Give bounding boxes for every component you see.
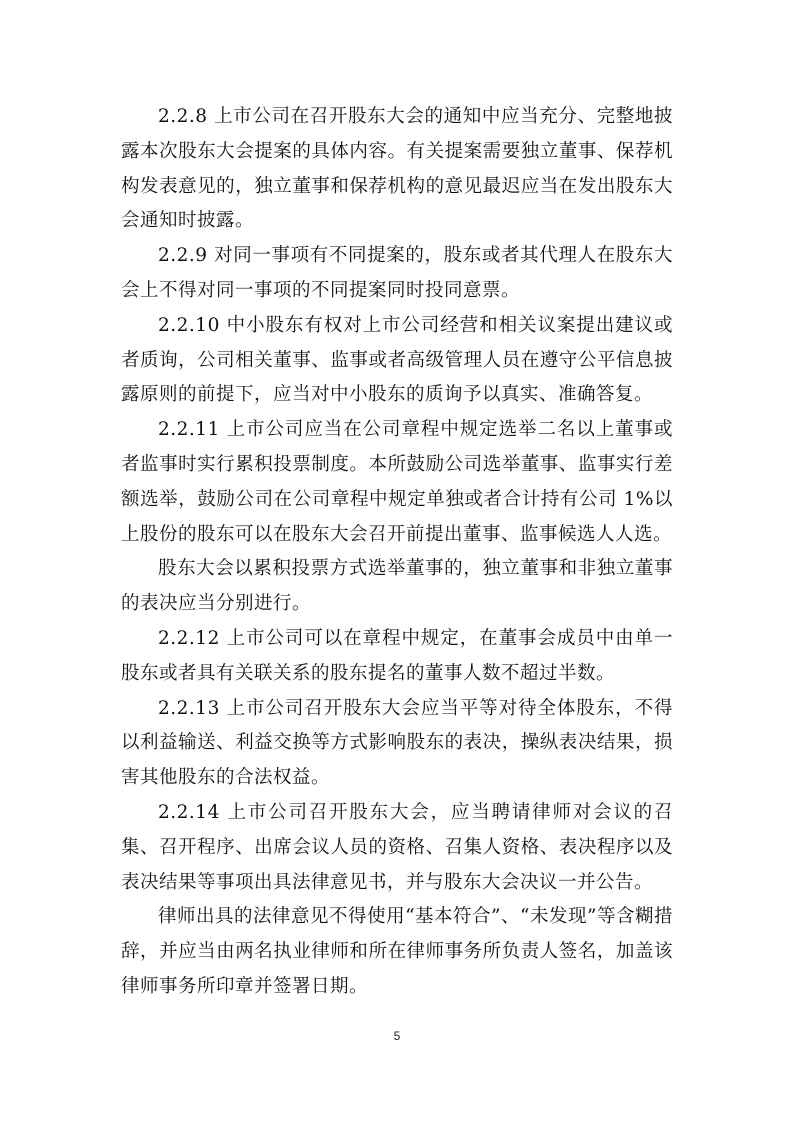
paragraph-legal-opinion: 律师出具的法律意见不得使用“基本符合”、“未发现”等含糊措辞，并应当由两名执业律师和所在律师事务所负责人签名，加盖该律师事务所印章并签署日期。 [121, 906, 673, 997]
paragraph-cumulative-voting: 股东大会以累积投票方式选举董事的，独立董事和非独立董事的表决应当分别进行。 [121, 558, 673, 615]
paragraph-2-2-12: 2.2.12 上市公司可以在章程中规定，在董事会成员中由单一股东或者具有关联关系的股东提名的董事人数不超过半数。 [121, 627, 673, 684]
paragraph-2-2-11: 2.2.11 上市公司应当在公司章程中规定选举二名以上董事或者监事时实行累积投票制度。本所鼓励公司选举董事、监事实行差额选举，鼓励公司在公司章程中规定单独或者合计持有公司 1%以上股份的股东可以在股东大会召开前提出董事、监事候选人人选。 [121, 419, 673, 545]
paragraph-2-2-9: 2.2.9 对同一事项有不同提案的，股东或者其代理人在股东大会上不得对同一事项的不同提案同时投同意票。 [121, 245, 673, 301]
paragraph-2-2-13: 2.2.13 上市公司召开股东大会应当平等对待全体股东，不得以利益输送、利益交换等方式影响股东的表决，操纵表决结果，损害其他股东的合法权益。 [121, 697, 673, 789]
paragraph-2-2-8: 2.2.8 上市公司在召开股东大会的通知中应当充分、完整地披露本次股东大会提案的具体内容。有关提案需要独立董事、保荐机构发表意见的，独立董事和保荐机构的意见最迟应当在发出股东大会通知时披露。 [121, 106, 673, 232]
paragraph-2-2-14: 2.2.14 上市公司召开股东大会，应当聘请律师对会议的召集、召开程序、出席会议人员的资格、召集人资格、表决程序以及表决结果等事项出具法律意见书，并与股东大会决议一并公告。 [121, 801, 673, 893]
page-number: 5 [393, 1029, 401, 1043]
page-body [121, 100, 673, 1005]
paragraph-2-2-10: 2.2.10 中小股东有权对上市公司经营和相关议案提出建议或者质询，公司相关董事、监事或者高级管理人员在遵守公平信息披露原则的前提下，应当对中小股东的质询予以真实、准确答复。 [121, 314, 673, 406]
